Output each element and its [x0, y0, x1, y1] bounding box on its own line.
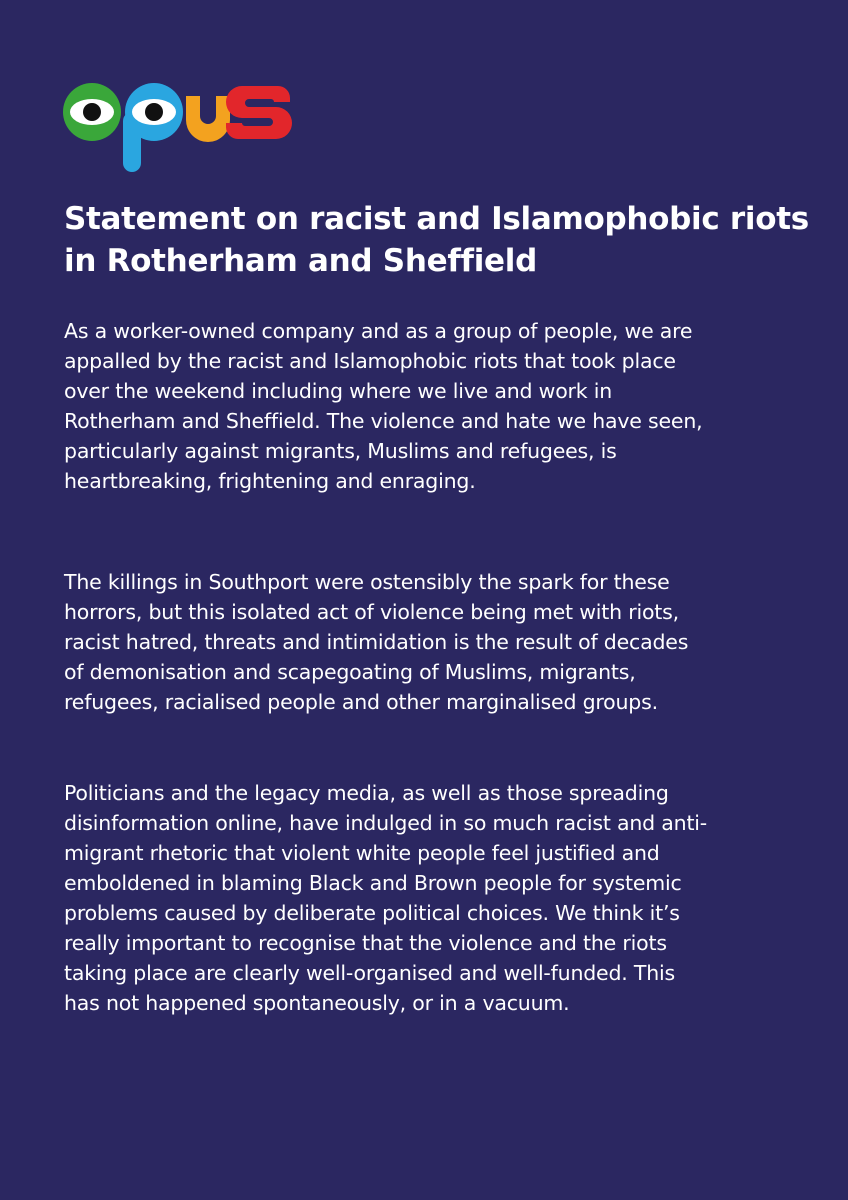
- text-line: disinformation online, have indulged in so much racist and anti-: [64, 811, 707, 835]
- text-line: emboldened in blaming Black and Brown people for systemic: [64, 871, 682, 895]
- paragraph-intro: [64, 316, 834, 496]
- text-line: The killings in Southport were ostensibly the spark for these: [64, 570, 670, 594]
- title-line: Statement on racist and Islamophobic riots: [64, 201, 809, 237]
- text-line: migrant rhetoric that violent white people feel justified and: [64, 841, 660, 865]
- paragraph-southport: [64, 567, 834, 717]
- text-line: over the weekend including where we live and work in: [64, 379, 613, 403]
- logo-p-eye: [123, 83, 183, 172]
- text-line: racist hatred, threats and intimidation is the result of decades: [64, 630, 689, 654]
- text-line: taking place are clearly well-organised and well-funded. This: [64, 961, 675, 985]
- text-line: really important to recognise that the violence and the riots: [64, 931, 667, 955]
- text-line: has not happened spontaneously, or in a vacuum.: [64, 991, 570, 1015]
- text-line: Politicians and the legacy media, as well as those spreading: [64, 781, 669, 805]
- opus-logo: [62, 82, 292, 174]
- title-line: in Rotherham and Sheffield: [64, 243, 537, 279]
- text-line: appalled by the racist and Islamophobic riots that took place: [64, 349, 676, 373]
- text-line: horrors, but this isolated act of violence being met with riots,: [64, 600, 679, 624]
- logo-s: [226, 86, 292, 139]
- text-line: Rotherham and Sheffield. The violence and hate we have seen,: [64, 409, 703, 433]
- text-line: As a worker-owned company and as a group of people, we are: [64, 319, 693, 343]
- text-line: refugees, racialised people and other marginalised groups.: [64, 690, 658, 714]
- text-line: heartbreaking, frightening and enraging.: [64, 469, 476, 493]
- paragraph-politicians: [64, 778, 834, 1018]
- logo-u: [186, 96, 230, 142]
- text-line: of demonisation and scapegoating of Muslims, migrants,: [64, 660, 636, 684]
- page-title: [64, 198, 824, 282]
- logo-o-eye: [63, 83, 121, 141]
- text-line: problems caused by deliberate political choices. We think it’s: [64, 901, 680, 925]
- text-line: particularly against migrants, Muslims and refugees, is: [64, 439, 617, 463]
